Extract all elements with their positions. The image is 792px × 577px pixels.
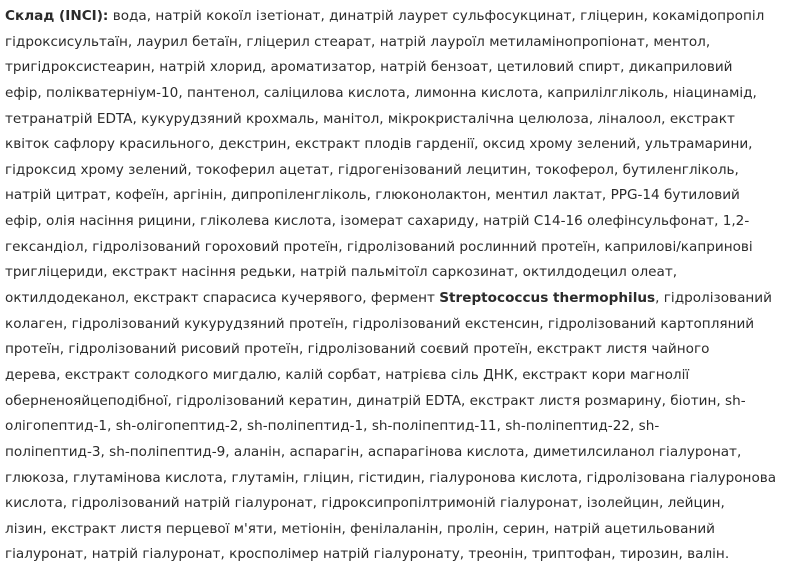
- ingredients-text: [5, 4, 790, 568]
- ingredients-line-1: [5, 4, 790, 30]
- ingredients-line-11: тригліцериди, екстракт насіння редьки, натрій пальмітоїл саркозинат, октилдодецил олеат,: [5, 264, 678, 281]
- ingredients-line-20: кислота, гідролізований натрій гіалуронат, гідроксипропілтримоній гіалуронат, ізолейцин, лейцин,: [5, 495, 725, 512]
- ingredients-line-15: дерева, екстракт солодкого мигдалю, калій сорбат, натрієва сіль ДНК, екстракт кори магнолії: [5, 366, 690, 383]
- ingredients-line-6: квіток сафлору красильного, декстрин, екстракт плодів гарденії, оксид хрому зелений, ультрамарини,: [5, 136, 753, 153]
- bacteria-name: Streptococcus thermophilus: [439, 290, 656, 307]
- ingredients-line-13: колаген, гідролізований кукурудзяний протеїн, гідролізований екстенсин, гідролізований картопляний: [5, 315, 755, 332]
- ingredients-line-4: ефір, полікватерніум-10, пантенол, саліцилова кислота, лимонна кислота, каприлілгліколь, ніацинамід,: [5, 84, 757, 101]
- ingredients-line-8: натрій цитрат, кофеїн, аргінін, дипропіленгліколь, глюконолактон, ментил лактат, PPG-14 бутиловий: [5, 187, 740, 204]
- ingredients-line-3: тригідроксистеарин, натрій хлорид, ароматизатор, натрій бензоат, цетиловий спирт, дикаприловий: [5, 59, 733, 76]
- ingredients-line-text: вода, натрій кокоїл ізетіонат, динатрій лаурет сульфосукцинат, гліцерин, кокамідопропіл: [108, 8, 765, 24]
- ingredients-line-7: гідроксид хрому зелений, токоферил ацетат, гідрогенізований лецитин, токоферол, бутиленгліколь,: [5, 161, 739, 178]
- ingredients-label: Склад (INCI):: [5, 8, 109, 24]
- ingredients-line-14: протеїн, гідролізований рисовий протеїн, гідролізований соєвий протеїн, екстракт листя чайного: [5, 341, 710, 358]
- ingredients-line-18: поліпептид-3, sh-поліпептид-9, аланін, аспарагін, аспарагінова кислота, диметилсиланол гіалуронат,: [5, 443, 742, 460]
- ingredients-line-2: гідроксисультаїн, лаурил бетаїн, гліцерил стеарат, натрій лауроїл метиламінопропіонат, ментол,: [5, 33, 711, 50]
- ingredients-line-9: ефір, олія насіння рицини, гліколева кислота, ізомерат сахариду, натрій C14-16 олефінсульфонат, 1,2-: [5, 213, 750, 230]
- ingredients-line-17: олігопептид-1, sh-олігопептид-2, sh-поліпептид-1, sh-поліпептид-11, sh-поліпептид-22, sh-: [5, 418, 660, 435]
- ingredients-line-5: тетранатрій EDTA, кукурудзяний крохмаль, манітол, мікрокристалічна целюлоза, ліналоол, екстракт: [5, 110, 735, 127]
- ingredients-line-22: гіалуронат, натрій гіалуронат, кросполімер натрій гіалуронату, треонін, триптофан, тирозин, валін.: [5, 546, 730, 563]
- ingredients-line-text: , гідролізований: [655, 290, 772, 307]
- ingredients-line-16: оберненояйцеподібної, гідролізований кератин, динатрій EDTA, екстракт листя розмарину, біотин, sh-: [5, 392, 746, 409]
- ingredients-line-text: октилдодеканол, екстракт спарасиса кучерявого, фермент: [5, 290, 440, 307]
- ingredients-line-12: [5, 286, 790, 312]
- ingredients-line-21: лізин, екстракт листя перцевої м'яти, метіонін, фенілаланін, пролін, серин, натрій ацетильований: [5, 520, 716, 537]
- ingredients-line-10: гександіол, гідролізований гороховий протеїн, гідролізований рослинний протеїн, каприлові/капринові: [5, 238, 753, 255]
- ingredients-line-19: глюкоза, глутамінова кислота, глутамін, гліцин, гістидин, гіалуронова кислота, гідролізована гіалуронова: [5, 469, 777, 486]
